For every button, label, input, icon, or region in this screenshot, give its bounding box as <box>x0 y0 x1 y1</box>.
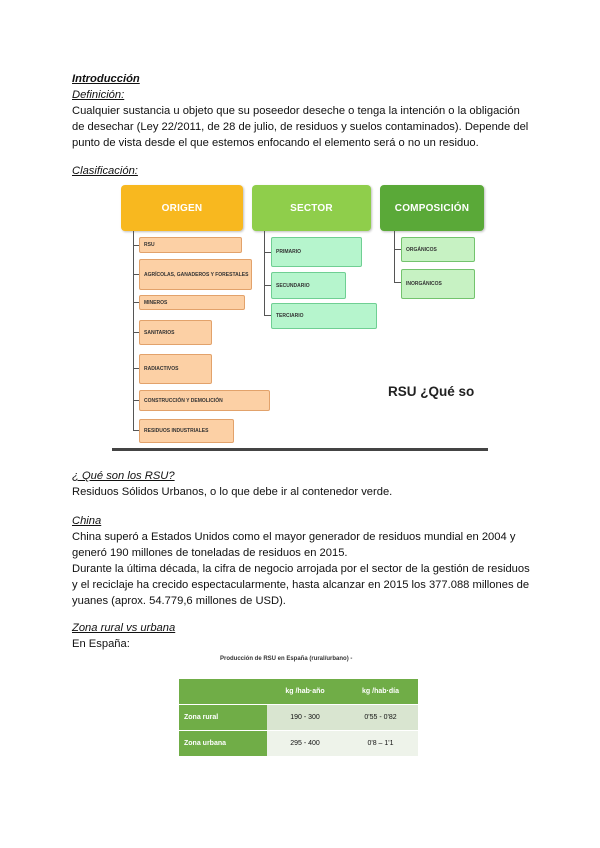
rsu-production-table <box>179 679 418 756</box>
zona-heading: Zona rural vs urbana <box>72 622 176 634</box>
origen-item: RSU <box>139 237 242 253</box>
table-cell: 0'8 – 1'1 <box>343 731 418 757</box>
table-row-label: Zona rural <box>179 705 267 731</box>
table-header-cell: kg /hab·día <box>343 679 418 705</box>
sector-connector <box>264 231 265 316</box>
rsu-text: Residuos Sólidos Urbanos, o lo que debe ir al contenedor verde. <box>72 486 393 498</box>
china-line: generó 190 millones de toneladas de residuos en 2015. <box>72 547 348 559</box>
classification-diagram <box>112 183 494 451</box>
definicion-line: Cualquier sustancia u objeto que su poseedor deseche o tenga la intención o la obligación <box>72 105 520 117</box>
sector-item: SECUNDARIO <box>271 272 346 299</box>
origen-item: AGRÍCOLAS, GANADEROS Y FORESTALES <box>139 259 252 290</box>
intro-title: Introducción <box>72 73 140 85</box>
sector-item: PRIMARIO <box>271 237 362 267</box>
china-line: yuanes (aprox. 54.779,6 millones de USD). <box>72 595 286 607</box>
table-title: Producción de RSU en España (rural/urbano) - <box>220 656 353 662</box>
rsu-heading: ¿ Qué son los RSU? <box>72 470 175 482</box>
definicion-line: punto de vista desde el que estemos enfocando el elemento será o no un residuo. <box>72 137 479 149</box>
table-header-row <box>179 679 418 705</box>
diagram-baseline <box>112 448 488 451</box>
composicion-item: INORGÁNICOS <box>401 269 475 299</box>
zona-text: En España: <box>72 638 130 650</box>
origen-item: MINEROS <box>139 295 245 310</box>
origen-item: CONSTRUCCIÓN Y DEMOLICIÓN <box>139 390 270 411</box>
china-line: China superó a Estados Unidos como el mayor generador de residuos mundial en 2004 y <box>72 531 516 543</box>
origen-header: ORIGEN <box>121 185 243 231</box>
table-cell: 295 - 400 <box>267 731 343 757</box>
origen-item: SANITARIOS <box>139 320 212 345</box>
table-header-cell: kg /hab·año <box>267 679 343 705</box>
sector-header: SECTOR <box>252 185 371 231</box>
definicion-line: de desechar (Ley 22/2011, de 28 de julio, de residuos y suelos contaminados). Depende del <box>72 121 529 133</box>
composicion-item: ORGÁNICOS <box>401 237 475 262</box>
table-cell: 190 - 300 <box>267 705 343 731</box>
rsu-overlay-text: RSU ¿Qué so <box>388 384 475 399</box>
table-row <box>179 731 418 757</box>
clasificacion-heading: Clasificación: <box>72 165 138 177</box>
table-cell: 0'55 - 0'82 <box>343 705 418 731</box>
origen-item: RADIACTIVOS <box>139 354 212 384</box>
china-heading: China <box>72 515 102 527</box>
table-row <box>179 705 418 731</box>
composicion-header: COMPOSICIÓN <box>380 185 484 231</box>
sector-item: TERCIARIO <box>271 303 377 329</box>
origen-item: RESIDUOS INDUSTRIALES <box>139 419 234 443</box>
china-line: Durante la última década, la cifra de negocio arrojada por el sector de la gestión de residuos <box>72 563 530 575</box>
table-row-label: Zona urbana <box>179 731 267 757</box>
table-header-cell <box>179 679 267 705</box>
definicion-heading: Definición: <box>72 89 125 101</box>
composicion-connector <box>394 231 395 283</box>
origen-connector <box>133 231 134 431</box>
china-line: y el reciclaje ha crecido espectacularmente, hasta alcanzar en 2015 los 377.088 millones de <box>72 579 530 591</box>
